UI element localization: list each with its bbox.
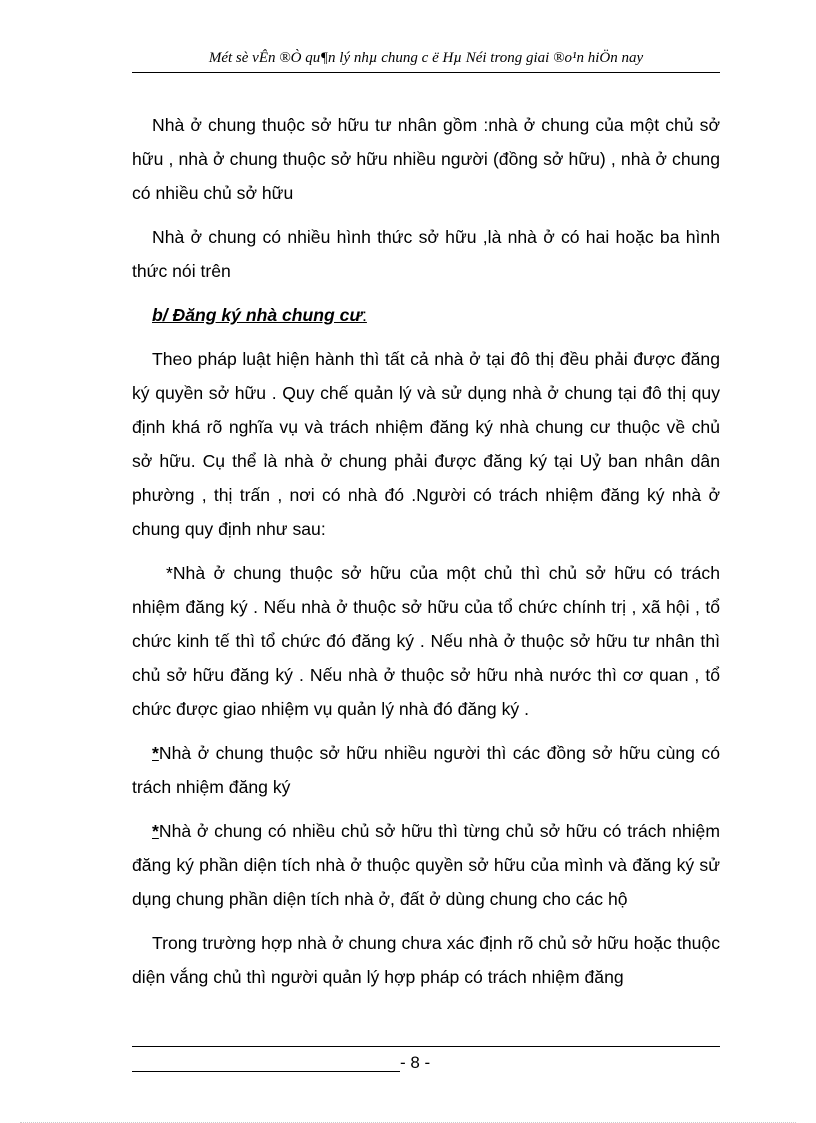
paragraph-single-owner: *Nhà ở chung thuộc sở hữu của một chủ thì chủ sở hữu có trách nhiệm đăng ký . Nếu nhà ở thuộc sở hữu của tổ chức chính trị , xã hội , tổ chức kinh tế thì tổ chức đó đăng ký . Nếu nhà ở thuộc sở hữu tư nhân thì chủ sở hữu đăng ký . Nếu nhà ở thuộc sở hữu nhà nước thì cơ quan , tổ chức được giao nhiệm vụ quản lý nhà đó đăng ký . [132,563,720,719]
bullet-star: * [152,821,159,841]
paragraph-multiple-owners-text: Nhà ở chung có nhiều chủ sở hữu thì từng chủ sở hữu có trách nhiệm đăng ký phần diện tích nhà ở thuộc quyền sở hữu của mình và đăng ký sử dụng chung phần diện tích nhà ở, đất ở dùng chung cho các hộ [132,821,720,909]
bullet-star: * [152,743,159,763]
paragraph-absent-owner: Trong trường hợp nhà ở chung chưa xác định rõ chủ sở hữu hoặc thuộc diện vắng chủ thì người quản lý hợp pháp có trách nhiệm đăng [132,933,720,987]
page-number: - 8 - [400,1053,431,1072]
paragraph-co-owners-text: Nhà ở chung thuộc sở hữu nhiều người thì các đồng sở hữu cùng có trách nhiệm đăng ký [132,743,720,797]
paragraph-registration-law: Theo pháp luật hiện hành thì tất cả nhà ở tại đô thị đều phải được đăng ký quyền sở hữu . Quy chế quản lý và sử dụng nhà ở chung tại đô thị quy định khá rõ nghĩa vụ và trách nhiệm đăng ký nhà chung cư thuộc về chủ sở hữu. Cụ thể là nhà ở chung phải được đăng ký tại Uỷ ban nhân dân phường , thị trấn , nơi có nhà đó .Người có trách nhiệm đăng ký nhà ở chung quy định như sau: [132,349,720,539]
section-heading [152,298,720,332]
footer-rule [132,1046,720,1047]
paragraph-multiple-owners [132,814,720,916]
section-heading-text: b/ Đăng ký nhà chung cư [152,305,363,325]
paragraph-private-ownership: Nhà ở chung thuộc sở hữu tư nhân gồm :nhà ở chung của một chủ sở hữu , nhà ở chung thuộc sở hữu nhiều người (đồng sở hữu) , nhà ở chung có nhiều chủ sở hữu [132,115,720,203]
header-rule [132,72,720,73]
document-body [132,108,720,1004]
running-header: Mét sè vÊn ®Ò qu¶n lý nhµ chung c ë Hµ Néi trong giai ®o¹n hiÖn nay [208,50,644,66]
paragraph-co-owners [132,736,720,804]
paragraph-mixed-ownership: Nhà ở chung có nhiều hình thức sở hữu ,là nhà ở có hai hoặc ba hình thức nói trên [132,227,720,281]
footer-rule-short [132,1071,400,1072]
section-heading-colon: : [362,305,367,325]
